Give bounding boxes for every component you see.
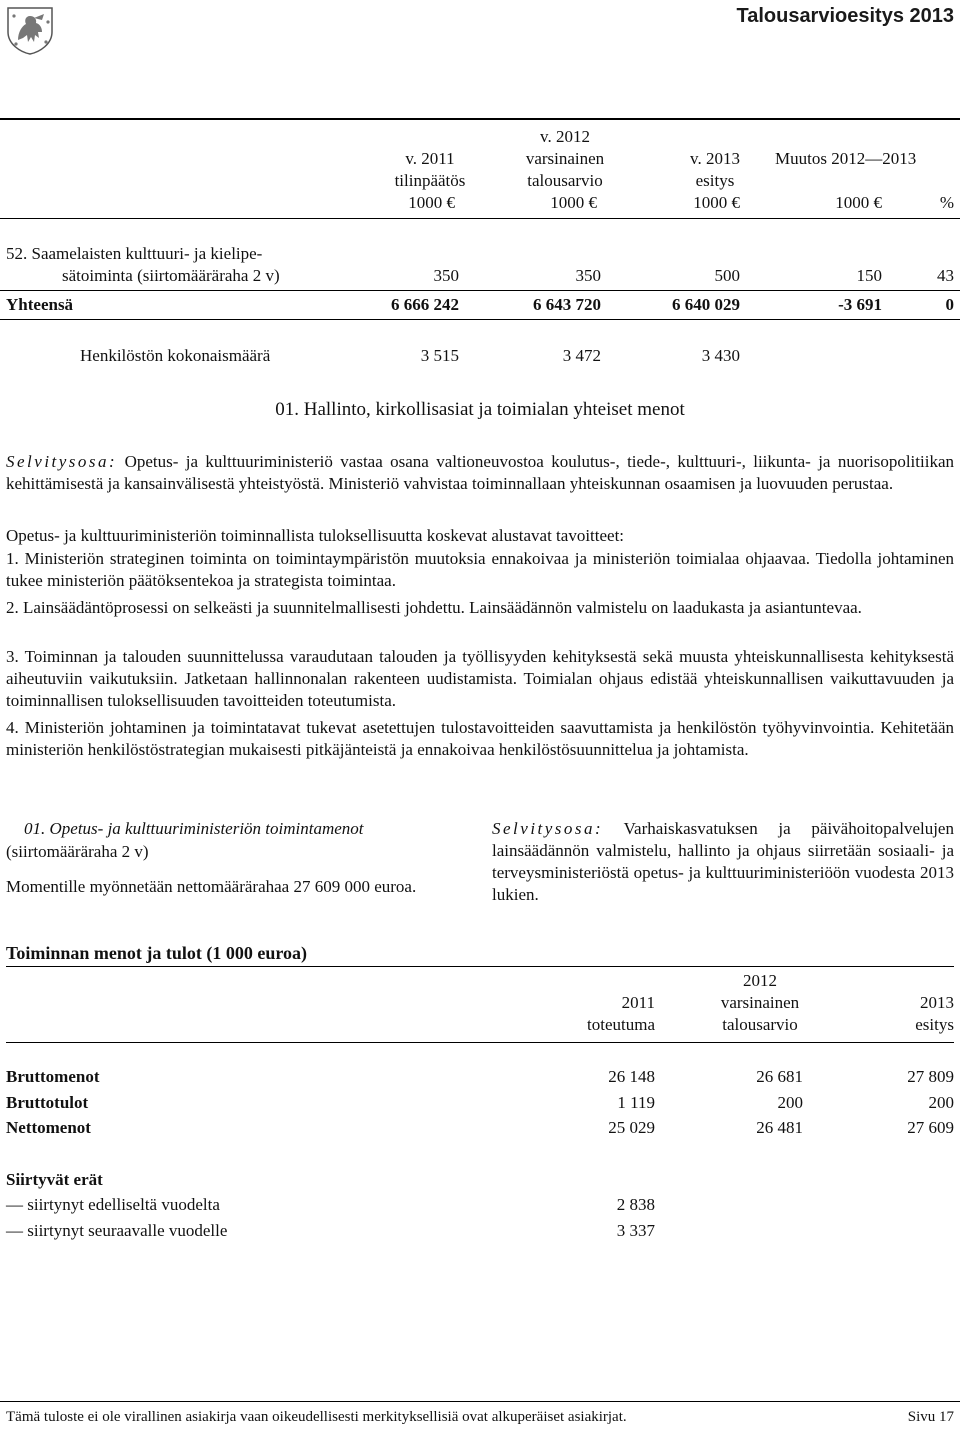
col-2012-line3: talousarvio <box>527 171 603 190</box>
total-label: Yhteensä <box>6 295 74 314</box>
op-col-2013-line2: esitys <box>915 1015 954 1034</box>
footer-disclaimer: Tämä tuloste ei ole virallinen asiakirja vaan oikeudellisesti merkityksellisiä ovat alkuperäiset asiakirjat. <box>6 1409 627 1425</box>
goals-intro: Opetus- ja kulttuuriministeriön toiminnallista tuloksellisuutta koskevat alustavat tavoitteet: <box>6 526 625 545</box>
staff-2012: 3 472 <box>562 346 601 365</box>
goal-4: 4. Ministeriön johtaminen ja toimintatavat tukevat asetettujen tulostavoitteiden saavuttamista ja henkilöstön työhyvinvointia. Kehitetään ministeriön henkilöstöstrategian mukaisesti pitkäjänteistä ja ennakoivaa henkilöstösuunnittelua ja johtamista. <box>6 718 954 759</box>
op-col-2012-line2: varsinainen <box>720 993 800 1012</box>
row52-change: 150 <box>856 266 882 285</box>
row52-2012: 350 <box>575 266 601 285</box>
op-col-2013-line1: 2013 <box>920 993 954 1012</box>
op-row-2011: 25 029 <box>608 1118 655 1137</box>
col-2012-line2: varsinainen <box>525 149 605 168</box>
total-change: -3 691 <box>838 295 882 314</box>
col-2013-line1: v. 2013 <box>690 149 740 168</box>
op-col-2012-line1: 2012 <box>743 971 777 990</box>
op-header-top-divider <box>6 966 954 967</box>
col-2011-unit: 1000 € <box>408 193 455 212</box>
total-top-divider <box>0 290 960 291</box>
total-2013: 6 640 029 <box>672 295 740 314</box>
section-intro-text: Opetus- ja kulttuuriministeriö vastaa osana valtioneuvostoa koulutus-, tiede-, kulttuuri-, liikunta- ja nuorisopolitiikan kehittämisestä ja kansainvälisestä yhteistyöstä. Ministeriö vahvistaa toiminnallaan yhteiskunnan osaamisen ja luovuuden perustaa. <box>6 452 954 493</box>
goal-2: 2. Lainsäädäntöprosessi on selkeästi ja suunnitelmallisesti johdettu. Lainsäädännön valmistelu on laadukasta ja asiantuntevaa. <box>6 598 862 617</box>
right-selvitysosa-text: Varhaiskasvatuksen ja päivähoitopalvelujen lainsäädännön valmistelu, hallinto ja ohjaus siirretään sosiaali- ja terveysministeriöstä opetus- ja kulttuuriministeriöön vuodesta 2013 lukien. <box>492 819 954 904</box>
col-2011-line1: v. 2011 <box>405 149 455 168</box>
subsection-subtitle: (siirtomääräraha 2 v) <box>6 842 149 861</box>
subsection-title-text: Opetus- ja kulttuuriministeriön toimintamenot <box>49 819 364 838</box>
op-col-2012-line3: talousarvio <box>722 1015 798 1034</box>
op-row-2012: 200 <box>777 1093 803 1112</box>
subsection-number: 01. <box>24 819 46 838</box>
subsection-title <box>24 818 364 840</box>
transfer-row-2011: 2 838 <box>616 1195 655 1214</box>
section-intro <box>6 451 954 495</box>
header-title: Talousarvioesitys 2013 <box>736 5 954 27</box>
transfer-row-2011: 3 337 <box>616 1221 655 1240</box>
col-2011-line2: tilinpäätös <box>394 171 466 190</box>
op-row-label: Bruttotulot <box>6 1093 89 1112</box>
staff-label: Henkilöstön kokonaismäärä <box>80 346 271 365</box>
total-pct: 0 <box>945 295 954 314</box>
op-row-2013: 200 <box>928 1093 954 1112</box>
transfer-row-label: — siirtynyt seuraavalle vuodelle <box>6 1221 228 1240</box>
staff-2013: 3 430 <box>701 346 740 365</box>
col-change-unit: 1000 € <box>835 193 882 212</box>
row52-label-line2: sätoiminta (siirtomääräraha 2 v) <box>62 266 280 285</box>
operating-table-title: Toiminnan menot ja tulot (1 000 euroa) <box>6 943 308 963</box>
subsection-right <box>492 818 954 906</box>
op-row-2013: 27 809 <box>907 1067 954 1086</box>
row52-pct: 43 <box>937 266 954 285</box>
total-2011: 6 666 242 <box>391 295 459 314</box>
footer-divider <box>0 1401 960 1402</box>
op-col-2011-line1: 2011 <box>621 993 655 1012</box>
total-bottom-divider <box>0 319 960 320</box>
op-col-2011-line2: toteutuma <box>587 1015 655 1034</box>
op-row-label: Bruttomenot <box>6 1067 100 1086</box>
summary-header-divider <box>0 218 960 219</box>
row52-2011: 350 <box>433 266 459 285</box>
page-number: Sivu 17 <box>907 1409 954 1425</box>
op-row-2011: 26 148 <box>608 1067 655 1086</box>
row52-2013: 500 <box>714 266 740 285</box>
goal-1: 1. Ministeriön strateginen toiminta on toimintaympäristön muutoksia ennakoivaa ja ministeriön toimialaa ohjaavaa. Tiedolla johtaminen tukee ministeriön päätöksentekoa ja strategista toimintaa. <box>6 549 954 590</box>
op-header-bottom-divider <box>6 1042 954 1043</box>
header-divider <box>0 118 960 120</box>
col-pct: % <box>939 193 954 212</box>
op-row-2011: 1 119 <box>617 1093 655 1112</box>
row52-label-line1: 52. Saamelaisten kulttuuri- ja kielipe- <box>6 244 263 263</box>
op-row-label: Nettomenot <box>6 1118 91 1137</box>
col-2012-line1: v. 2012 <box>540 127 590 146</box>
transfers-label: Siirtyvät erät <box>6 1170 103 1189</box>
total-2012: 6 643 720 <box>533 295 601 314</box>
op-row-2012: 26 481 <box>756 1118 803 1137</box>
staff-2011: 3 515 <box>420 346 459 365</box>
goal-3: 3. Toiminnan ja talouden suunnittelussa varaudutaan talouden ja työllisyyden kehityksestä sekä muusta yhteiskunnallisesta kehityksestä aiheutuviin vaikutuksiin. Jatketaan hallinnonalan rakenteen uudistamista. Toimialan ohjaus edistää yhteiskunnallisen vaikuttavuuden ja toiminnallisen tuloksellisuuden tavoitteiden toteutumista. <box>6 647 954 710</box>
right-selvitysosa-label: Selvitysosa: <box>492 819 604 838</box>
col-2012-unit: 1000 € <box>550 193 597 212</box>
op-row-2013: 27 609 <box>907 1118 954 1137</box>
col-2013-unit: 1000 € <box>693 193 740 212</box>
selvitysosa-label: Selvitysosa: <box>6 452 118 471</box>
section-heading: 01. Hallinto, kirkollisasiat ja toimialan yhteiset menot <box>275 399 685 420</box>
momentti-text: Momentille myönnetään nettomäärärahaa 27 609 000 euroa. <box>6 877 417 896</box>
op-row-2012: 26 681 <box>756 1067 803 1086</box>
transfer-row-label: — siirtynyt edelliseltä vuodelta <box>6 1195 220 1214</box>
coat-of-arms-lion-icon <box>4 4 56 56</box>
col-change-line1: Muutos 2012—2013 <box>775 149 917 168</box>
col-2013-line2: esitys <box>695 171 735 190</box>
